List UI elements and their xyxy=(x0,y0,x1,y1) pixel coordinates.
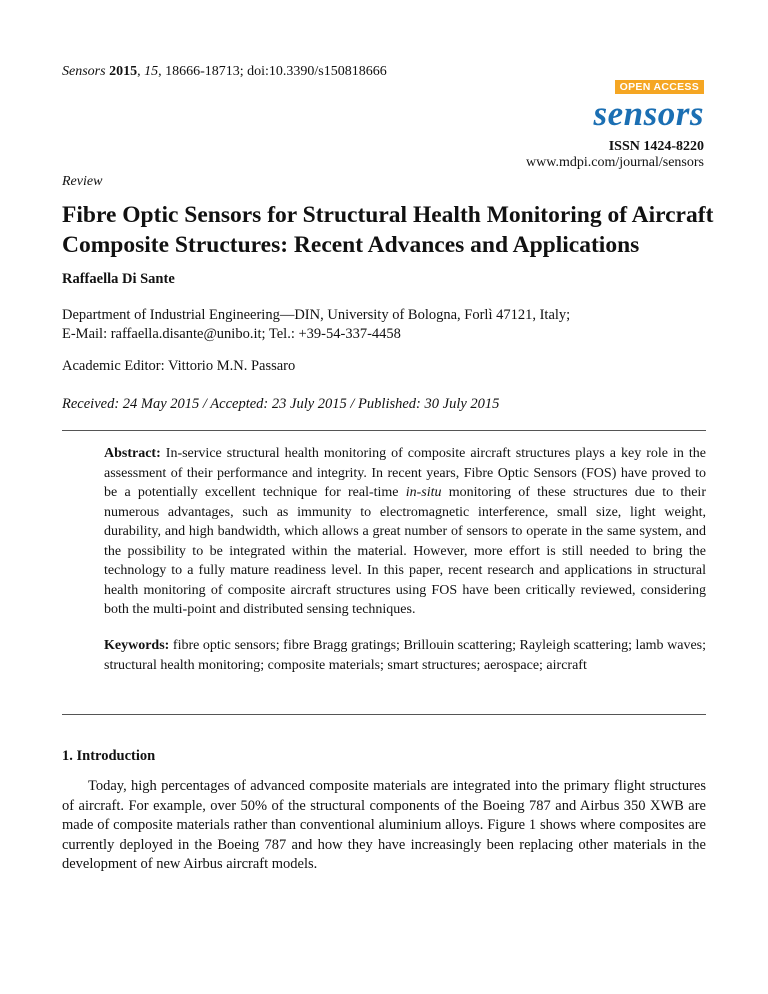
affiliation-line: Department of Industrial Engineering—DIN, University of Bologna, Forlì 47121, Italy; xyxy=(62,307,571,323)
abstract-italic: in-situ xyxy=(405,485,442,500)
abstract-text-1: In-service structural health monitoring of composite aircraft structures plays a key role in the assessment of their performance and integrity. In recent years, Fibre Optic Sensors (FOS) have proved to be a potentially excellent technique for real-time xyxy=(104,446,706,500)
article-type: Review xyxy=(62,174,103,189)
journal-logo: sensors xyxy=(593,94,704,133)
keywords-label: Keywords: xyxy=(104,638,170,653)
section-heading: 1. Introduction xyxy=(62,748,156,764)
citation-line: Sensors 2015, 15, 18666-18713; doi:10.3390/s150818666 xyxy=(62,64,387,79)
abstract xyxy=(104,444,706,620)
author-name: Raffaella Di Sante xyxy=(62,271,175,287)
pages-doi: , 18666-18713; doi:10.3390/s150818666 xyxy=(158,64,387,79)
keywords-text: fibre optic sensors; fibre Bragg gratings; Brillouin scattering; Rayleigh scattering; lamb waves; structural health monitoring; composite materials; smart structures; aerospace; aircraft xyxy=(104,638,706,673)
divider-top xyxy=(62,430,706,431)
abstract-text-2: monitoring of these structures due to their numerous advantages, such as immunity to electromagnetic interference, small size, light weight, durability, and high bandwidth, which allows a great number of sensors to operate in the same system, and the possibility to be integrated within the material. However, more effort is still needed to bring the technology to a fully mature readiness level. In this paper, recent research and applications in structural health monitoring of composite aircraft structures using FOS have been critically reviewed, considering both the multi-point and distributed sensing techniques. xyxy=(104,485,706,617)
contact-line: E-Mail: raffaella.disante@unibo.it; Tel.: +39-54-337-4458 xyxy=(62,326,401,342)
divider-bottom xyxy=(62,714,706,715)
journal-url[interactable]: www.mdpi.com/journal/sensors xyxy=(526,155,704,170)
abstract-label: Abstract: xyxy=(104,446,161,461)
academic-editor: Academic Editor: Vittorio M.N. Passaro xyxy=(62,358,296,374)
journal-year: 2015 xyxy=(109,64,138,79)
publication-dates: Received: 24 May 2015 / Accepted: 23 July 2015 / Published: 30 July 2015 xyxy=(62,396,500,412)
affiliation xyxy=(62,306,570,344)
paper-title: Fibre Optic Sensors for Structural Health Monitoring of Aircraft Composite Structures: Recent Advances and Applications xyxy=(62,202,714,258)
intro-paragraph: Today, high percentages of advanced composite materials are integrated into the primary flight structures of aircraft. For example, over 50% of the structural components of the Boeing 787 and Airbus 350 XWB are made of composite materials rather than conventional aluminium alloys. Figure 1 shows where composites are currently deployed in the Boeing 787 and how they have increasingly been replacing other materials in the development of new Airbus aircraft models. xyxy=(62,778,706,873)
journal-name: Sensors xyxy=(62,64,106,79)
issn: ISSN 1424-8220 xyxy=(608,139,704,154)
journal-volume: 15 xyxy=(144,64,159,79)
keywords xyxy=(104,636,706,675)
open-access-badge: OPEN ACCESS xyxy=(615,80,704,94)
